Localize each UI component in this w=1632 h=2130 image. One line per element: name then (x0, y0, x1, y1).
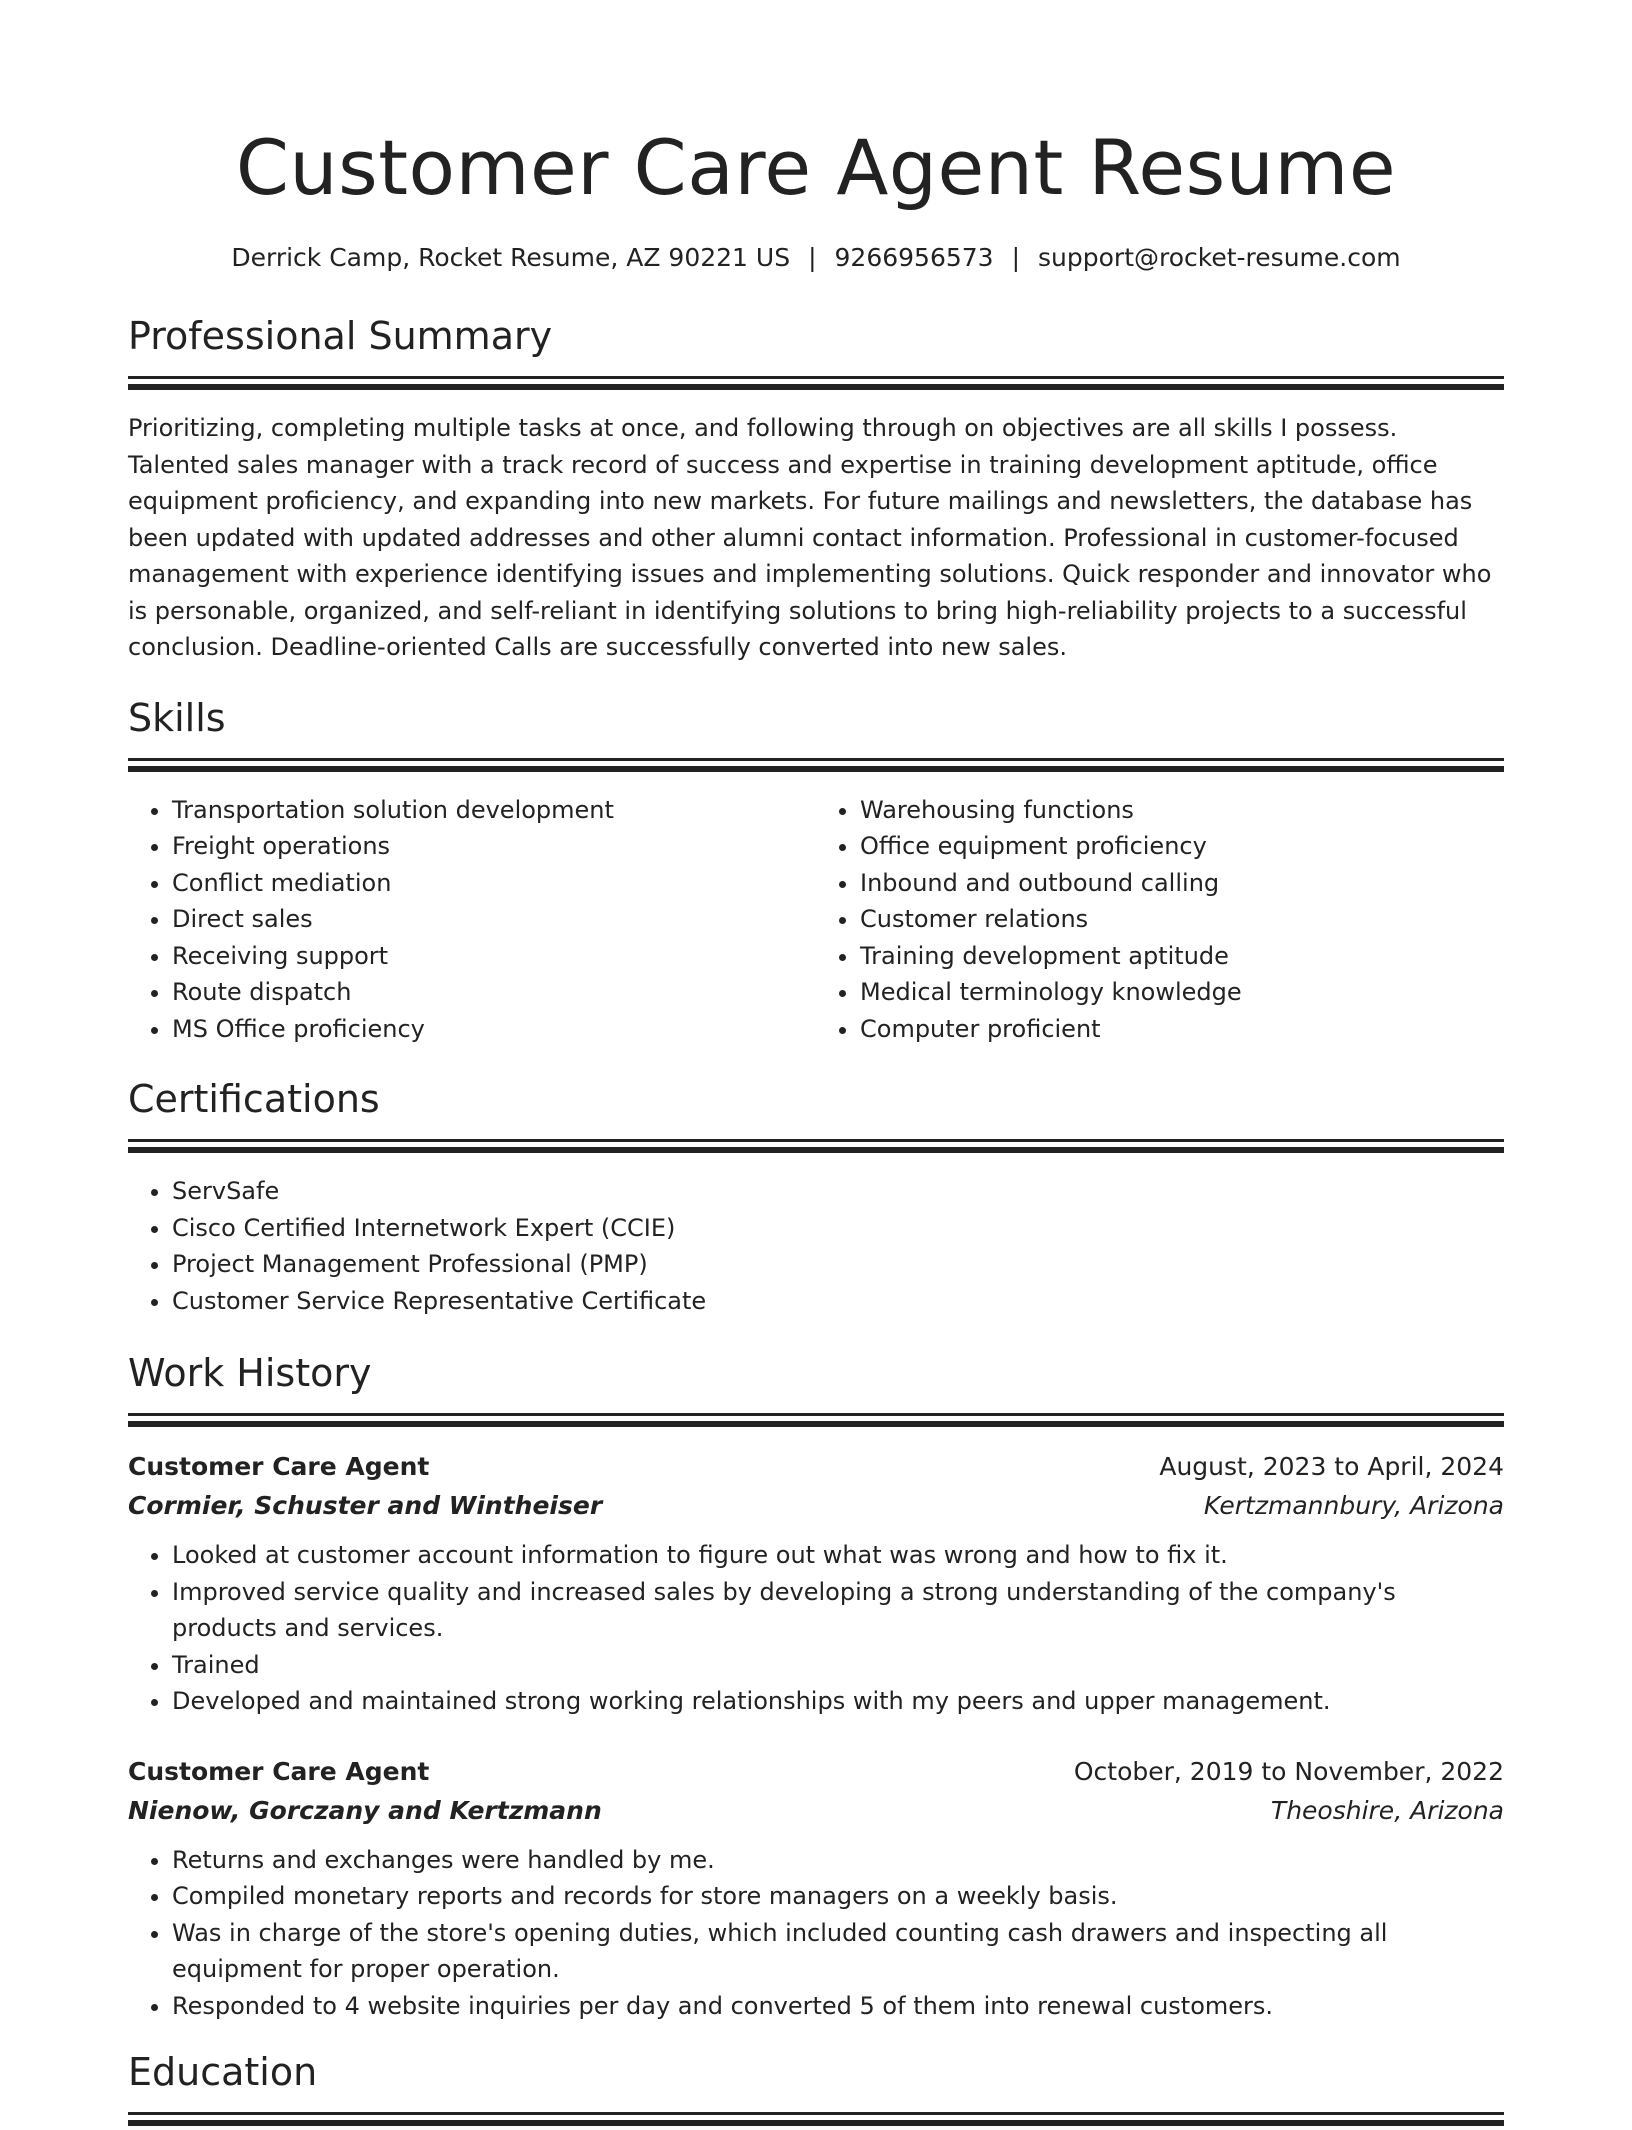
skill-item: • Receiving support (172, 938, 816, 975)
skill-item: • Customer relations (860, 901, 1504, 938)
section-divider (128, 758, 1504, 776)
section-divider (128, 1139, 1504, 1157)
skill-item: • Computer proficient (860, 1011, 1504, 1048)
skill-item: • Route dispatch (172, 974, 816, 1011)
certification-item: • ServSafe (172, 1173, 1504, 1210)
contact-address: Derrick Camp, Rocket Resume, AZ 90221 US (231, 243, 791, 272)
work-history-section (128, 1349, 1504, 2024)
skills-list-left (128, 792, 816, 1048)
certification-item: • Cisco Certified Internetwork Expert (CCIE) (172, 1210, 1504, 1247)
job-title: Customer Care Agent (128, 1756, 430, 1786)
skill-item: • Office equipment proficiency (860, 828, 1504, 865)
section-heading-skills: Skills (128, 695, 226, 740)
job-bullet: • Developed and maintained strong working relationships with my peers and upper management. (172, 1683, 1504, 1720)
skill-item: • Inbound and outbound calling (860, 865, 1504, 902)
certification-item: • Project Management Professional (PMP) (172, 1246, 1504, 1283)
skill-item: • Transportation solution development (172, 792, 816, 829)
skill-item: • Medical terminology knowledge (860, 974, 1504, 1011)
job-header-row (128, 1752, 1504, 1791)
job-bullets (128, 1537, 1504, 1720)
job-header-row (128, 1447, 1504, 1486)
section-divider (128, 1413, 1504, 1431)
section-heading-certifications: Certifications (128, 1077, 380, 1121)
summary-text: Prioritizing, completing multiple tasks at once, and following through on objectives are all skills I possess. Talented sales manager with a track record of success and expertise in training development aptitude, office equipment proficiency, and expanding into new markets. For future mailings and newsletters, the database has been updated with updated addresses and other alumni contact information. Professional in customer-focused management with experience identifying issues and implementing solutions. Quick responder and innovator who is personable, organized, and self-reliant in identifying solutions to bring high-reliability projects to a successful conclusion. Deadline-oriented Calls are successfully converted into new sales. (128, 414, 1492, 661)
job-subheader-row (128, 1791, 1504, 1830)
contact-line (128, 240, 1504, 276)
job-dates: October, 2019 to November, 2022 (1073, 1756, 1504, 1786)
page-title: Customer Care Agent Resume (235, 123, 1397, 212)
contact-separator: | (1011, 243, 1021, 272)
job-bullets (128, 1842, 1504, 2025)
skills-grid (128, 792, 1504, 1048)
job-company: Nienow, Gorczany and Kertzmann (128, 1795, 602, 1825)
section-heading-work-history: Work History (128, 1351, 372, 1395)
job-bullet: • Compiled monetary reports and records for store managers on a weekly basis. (172, 1878, 1504, 1915)
certifications-list (128, 1173, 1504, 1319)
skill-item: • Direct sales (172, 901, 816, 938)
job-bullet: • Trained (172, 1647, 1504, 1684)
skill-item: • Warehousing functions (860, 792, 1504, 829)
job-bullet: • Was in charge of the store's opening duties, which included counting cash drawers and inspecting all equipment for proper operation. (172, 1915, 1504, 1988)
section-divider (128, 2112, 1504, 2130)
job-entry (128, 1447, 1504, 1720)
job-dates: August, 2023 to April, 2024 (1159, 1452, 1504, 1481)
skill-item: • Conflict mediation (172, 865, 816, 902)
job-location: Theoshire, Arizona (1270, 1795, 1504, 1825)
contact-email: support@rocket-resume.com (1038, 243, 1401, 272)
skill-item: • Freight operations (172, 828, 816, 865)
skills-list-right (816, 792, 1504, 1048)
job-bullet: • Responded to 4 website inquiries per day and converted 5 of them into renewal customers. (172, 1988, 1504, 2025)
certifications-section (128, 1075, 1504, 1319)
job-subheader-row (128, 1486, 1504, 1525)
job-bullet: • Looked at customer account information to figure out what was wrong and how to fix it. (172, 1537, 1504, 1574)
summary-section (128, 312, 1504, 666)
job-bullet: • Returns and exchanges were handled by me. (172, 1842, 1504, 1879)
job-title: Customer Care Agent (128, 1452, 430, 1481)
skills-section (128, 694, 1504, 1048)
contact-phone: 9266956573 (834, 243, 994, 272)
contact-separator: | (808, 243, 817, 272)
skill-item: • MS Office proficiency (172, 1011, 816, 1048)
job-company: Cormier, Schuster and Wintheiser (128, 1491, 603, 1520)
section-heading-summary: Professional Summary (128, 314, 553, 358)
job-location: Kertzmannbury, Arizona (1203, 1491, 1504, 1520)
skill-item: • Training development aptitude (860, 938, 1504, 975)
section-divider (128, 376, 1504, 394)
section-heading-education: Education (128, 2050, 318, 2094)
education-section (128, 2048, 1504, 2130)
job-bullet: • Improved service quality and increased sales by developing a strong understanding of the company's products and services. (172, 1574, 1504, 1647)
certification-item: • Customer Service Representative Certificate (172, 1283, 1504, 1320)
job-entry (128, 1752, 1504, 2025)
